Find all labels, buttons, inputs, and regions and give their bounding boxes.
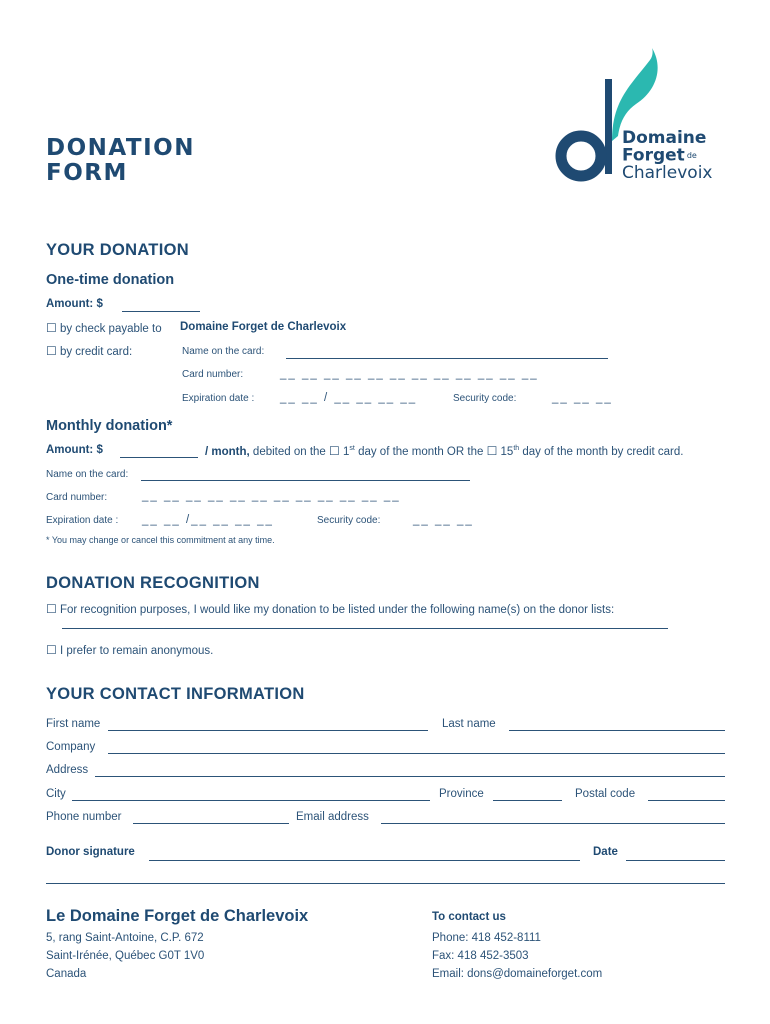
date-label: Date <box>593 846 618 858</box>
footer-divider <box>46 883 725 884</box>
first-day-label: 1 <box>343 446 350 458</box>
title-line-2: FORM <box>46 160 128 186</box>
date-field[interactable] <box>626 860 725 861</box>
last-name-field[interactable] <box>509 730 725 731</box>
onetime-card-number-field[interactable]: __ __ __ __ __ __ __ __ __ __ __ __ <box>280 368 539 380</box>
recognition-names-field[interactable] <box>62 628 668 629</box>
monthly-amount-label: Amount: $ <box>46 444 103 456</box>
check-option[interactable] <box>46 321 162 335</box>
recognition-listed-checkbox[interactable]: ☐ <box>46 602 57 616</box>
province-label: Province <box>439 788 484 800</box>
onetime-security-field[interactable]: __ __ __ <box>552 392 613 404</box>
logo-line-1: Domaine <box>622 128 707 148</box>
monthly-heading: Monthly donation* <box>46 418 173 434</box>
footer-address-line-2: Saint-Irénée, Québec G0T 1V0 <box>46 950 205 962</box>
credit-card-label: by credit card: <box>59 346 133 358</box>
footer-contact <box>432 929 602 983</box>
recognition-listed-label: For recognition purposes, I would like my donation to be listed under the following name(s) on the donor lists: <box>59 604 615 616</box>
first-day-checkbox[interactable]: ☐ <box>329 444 340 458</box>
onetime-card-number-label: Card number: <box>182 369 244 380</box>
email-field[interactable] <box>381 823 725 824</box>
monthly-security-label: Security code: <box>317 515 381 526</box>
per-month-label: / month, <box>205 446 250 458</box>
monthly-card-number-label: Card number: <box>46 492 108 503</box>
title-line-1: DONATION <box>46 135 195 161</box>
monthly-debit-text: / month, debited on the ☐ 1st day of the month OR the ☐ 15th day of the month by credit card. <box>205 444 684 458</box>
company-field[interactable] <box>108 753 725 754</box>
onetime-expiration-label: Expiration date : <box>182 393 255 404</box>
monthly-security-field[interactable]: __ __ __ <box>413 514 474 526</box>
footer-fax: Fax: 418 452-3503 <box>432 950 529 962</box>
check-payee: Domaine Forget de Charlevoix <box>180 321 347 333</box>
onetime-security-label: Security code: <box>453 393 517 404</box>
check-checkbox[interactable]: ☐ <box>46 321 57 335</box>
monthly-name-on-card-label: Name on the card: <box>46 469 129 480</box>
postal-code-label: Postal code <box>575 788 636 800</box>
fifteenth-day-label: 15 <box>500 446 514 458</box>
onetime-amount-label: Amount: $ <box>46 298 103 310</box>
credit-card-checkbox[interactable]: ☐ <box>46 344 57 358</box>
check-label: by check payable to <box>59 323 162 335</box>
company-label: Company <box>46 741 96 753</box>
monthly-expiration-field[interactable]: __ __ /__ __ __ __ <box>142 514 274 526</box>
footer-phone: Phone: 418 452-8111 <box>432 932 541 944</box>
recognition-listed-option[interactable] <box>46 602 614 616</box>
onetime-heading: One-time donation <box>46 272 175 288</box>
address-field[interactable] <box>95 776 725 777</box>
first-name-label: First name <box>46 718 101 730</box>
credit-card-option[interactable] <box>46 344 132 358</box>
page-title <box>46 136 195 186</box>
section-heading-recognition: DONATION RECOGNITION <box>46 574 260 592</box>
footer-address-line-1: 5, rang Saint-Antoine, C.P. 672 <box>46 932 204 944</box>
footer-email-link[interactable]: Email: dons@domaineforget.com <box>432 968 603 980</box>
anonymous-option[interactable] <box>46 643 213 657</box>
first-name-field[interactable] <box>108 730 428 731</box>
monthly-card-number-field[interactable]: __ __ __ __ __ __ __ __ __ __ __ __ <box>142 490 401 502</box>
phone-field[interactable] <box>133 823 289 824</box>
footer-address <box>46 929 204 983</box>
province-field[interactable] <box>493 800 562 801</box>
logo-line-2: Forget de <box>622 145 697 166</box>
logo-de: de <box>686 151 697 160</box>
monthly-amount-field[interactable] <box>120 457 198 458</box>
footer-org-name: Le Domaine Forget de Charlevoix <box>46 907 309 925</box>
onetime-expiration-field[interactable]: __ __ / __ __ __ __ <box>280 392 418 404</box>
logo <box>552 46 732 191</box>
fifteenth-day-checkbox[interactable]: ☐ <box>486 444 498 458</box>
onetime-name-on-card-label: Name on the card: <box>182 346 265 357</box>
monthly-name-on-card-field[interactable] <box>141 480 470 481</box>
logo-line-3: Charlevoix <box>622 162 713 183</box>
email-label: Email address <box>296 811 369 823</box>
debit-text-a: debited on the <box>252 446 326 458</box>
onetime-name-on-card-field[interactable] <box>286 358 608 359</box>
footer-contact-heading: To contact us <box>432 911 506 923</box>
section-heading-contact: YOUR CONTACT INFORMATION <box>46 685 305 703</box>
footer-address-line-3: Canada <box>46 968 87 980</box>
address-label: Address <box>46 764 89 776</box>
phone-label: Phone number <box>46 811 122 823</box>
signature-field[interactable] <box>149 860 580 861</box>
postal-code-field[interactable] <box>648 800 725 801</box>
debit-text-b: day of the month OR the <box>358 446 484 458</box>
monthly-note: * You may change or cancel this commitment at any time. <box>46 535 275 545</box>
debit-text-c: day of the month by credit card. <box>522 446 684 458</box>
section-heading-donation: YOUR DONATION <box>46 241 189 259</box>
city-field[interactable] <box>72 800 430 801</box>
city-label: City <box>46 788 66 800</box>
anonymous-label: I prefer to remain anonymous. <box>59 645 214 657</box>
anonymous-checkbox[interactable]: ☐ <box>46 643 57 657</box>
monthly-expiration-label: Expiration date : <box>46 515 119 526</box>
signature-label: Donor signature <box>46 846 135 858</box>
onetime-amount-field[interactable] <box>122 311 200 312</box>
last-name-label: Last name <box>442 718 496 730</box>
